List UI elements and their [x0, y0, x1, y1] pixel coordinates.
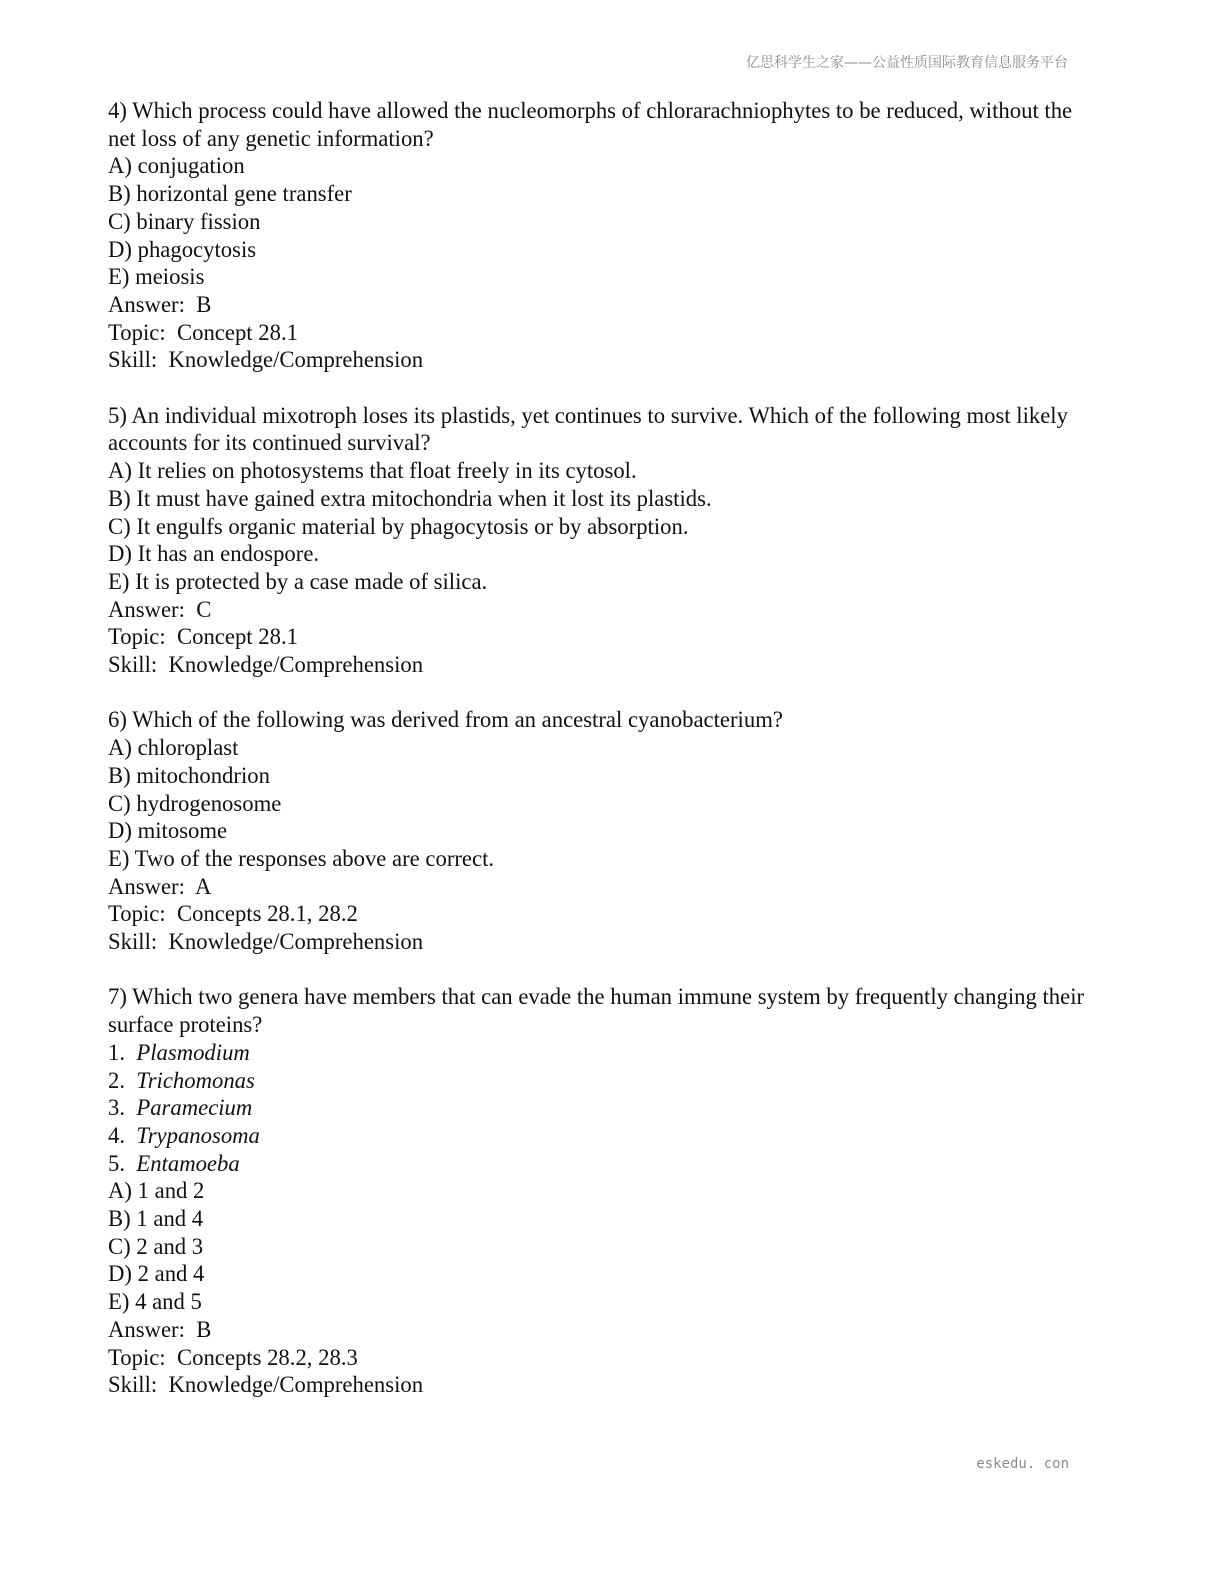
footer-site: eskedu. con — [976, 1456, 1069, 1472]
genus-item-2 — [108, 1067, 1098, 1095]
skill: Skill: Knowledge/Comprehension — [108, 347, 424, 373]
question-stem: 4) Which process could have allowed the nucleomorphs of chlorarachniophytes to be reduced, without the net loss of any genetic information? — [108, 98, 1078, 151]
option-a: A) chloroplast — [108, 735, 239, 761]
option-a: A) conjugation — [108, 153, 245, 179]
genus-item-5 — [108, 1150, 1098, 1178]
option-d: D) mitosome — [108, 818, 228, 844]
question-stem: 5) An individual mixotroph loses its plastids, yet continues to survive. Which of the following most likely accounts for its continued survival? — [108, 402, 1074, 456]
genus-number: 5. — [108, 1150, 126, 1176]
genus-number: 1. — [108, 1039, 126, 1065]
answer: Answer: A — [108, 873, 212, 899]
option-b: B) 1 and 4 — [108, 1206, 204, 1232]
genus-number: 3. — [108, 1095, 126, 1121]
option-e: E) Two of the responses above are correct. — [108, 845, 495, 871]
topic: Topic: Concepts 28.1, 28.2 — [108, 901, 358, 927]
option-e: E) meiosis — [108, 264, 205, 290]
genus-name: Entamoeba — [136, 1150, 240, 1176]
answer: Answer: B — [108, 291, 212, 317]
option-b: B) mitochondrion — [108, 762, 270, 788]
option-e: E) It is protected by a case made of silica. — [108, 568, 488, 594]
option-b: B) horizontal gene transfer — [108, 181, 352, 207]
genus-name: Plasmodium — [136, 1039, 250, 1065]
answer: Answer: C — [108, 596, 212, 622]
question-5 — [108, 402, 1098, 679]
question-6 — [108, 706, 1098, 955]
header-watermark: 亿思科学生之家——公益性质国际教育信息服务平台 — [746, 55, 1068, 71]
skill: Skill: Knowledge/Comprehension — [108, 1372, 424, 1398]
option-d: D) phagocytosis — [108, 236, 257, 262]
question-stem: 6) Which of the following was derived from an ancestral cyanobacterium? — [108, 707, 783, 733]
option-c: C) binary fission — [108, 208, 261, 234]
genus-number: 4. — [108, 1122, 126, 1148]
genus-name: Trypanosoma — [136, 1122, 260, 1148]
genus-item-1 — [108, 1039, 1098, 1067]
question-stem: 7) Which two genera have members that can evade the human immune system by frequently changing their surface proteins? — [108, 984, 1090, 1038]
topic: Topic: Concept 28.1 — [108, 319, 298, 345]
option-c: C) It engulfs organic material by phagocytosis or by absorption. — [108, 513, 689, 539]
option-c: C) 2 and 3 — [108, 1233, 204, 1259]
option-a: A) It relies on photosystems that float freely in its cytosol. — [108, 458, 637, 484]
genus-name: Trichomonas — [136, 1067, 255, 1093]
skill: Skill: Knowledge/Comprehension — [108, 929, 424, 955]
option-b: B) It must have gained extra mitochondria when it lost its plastids. — [108, 485, 712, 511]
option-d: D) It has an endospore. — [108, 541, 320, 567]
question-4 — [108, 97, 1098, 374]
topic: Topic: Concepts 28.2, 28.3 — [108, 1344, 358, 1370]
genus-item-3 — [108, 1094, 1098, 1122]
skill: Skill: Knowledge/Comprehension — [108, 652, 424, 678]
option-e: E) 4 and 5 — [108, 1289, 202, 1315]
genus-number: 2. — [108, 1067, 126, 1093]
option-d: D) 2 and 4 — [108, 1261, 205, 1287]
topic: Topic: Concept 28.1 — [108, 624, 298, 650]
question-list — [108, 97, 1098, 1427]
option-c: C) hydrogenosome — [108, 790, 282, 816]
genus-item-4 — [108, 1122, 1098, 1150]
question-7 — [108, 983, 1098, 1399]
option-a: A) 1 and 2 — [108, 1178, 205, 1204]
answer: Answer: B — [108, 1316, 212, 1342]
genus-name: Paramecium — [136, 1095, 253, 1121]
